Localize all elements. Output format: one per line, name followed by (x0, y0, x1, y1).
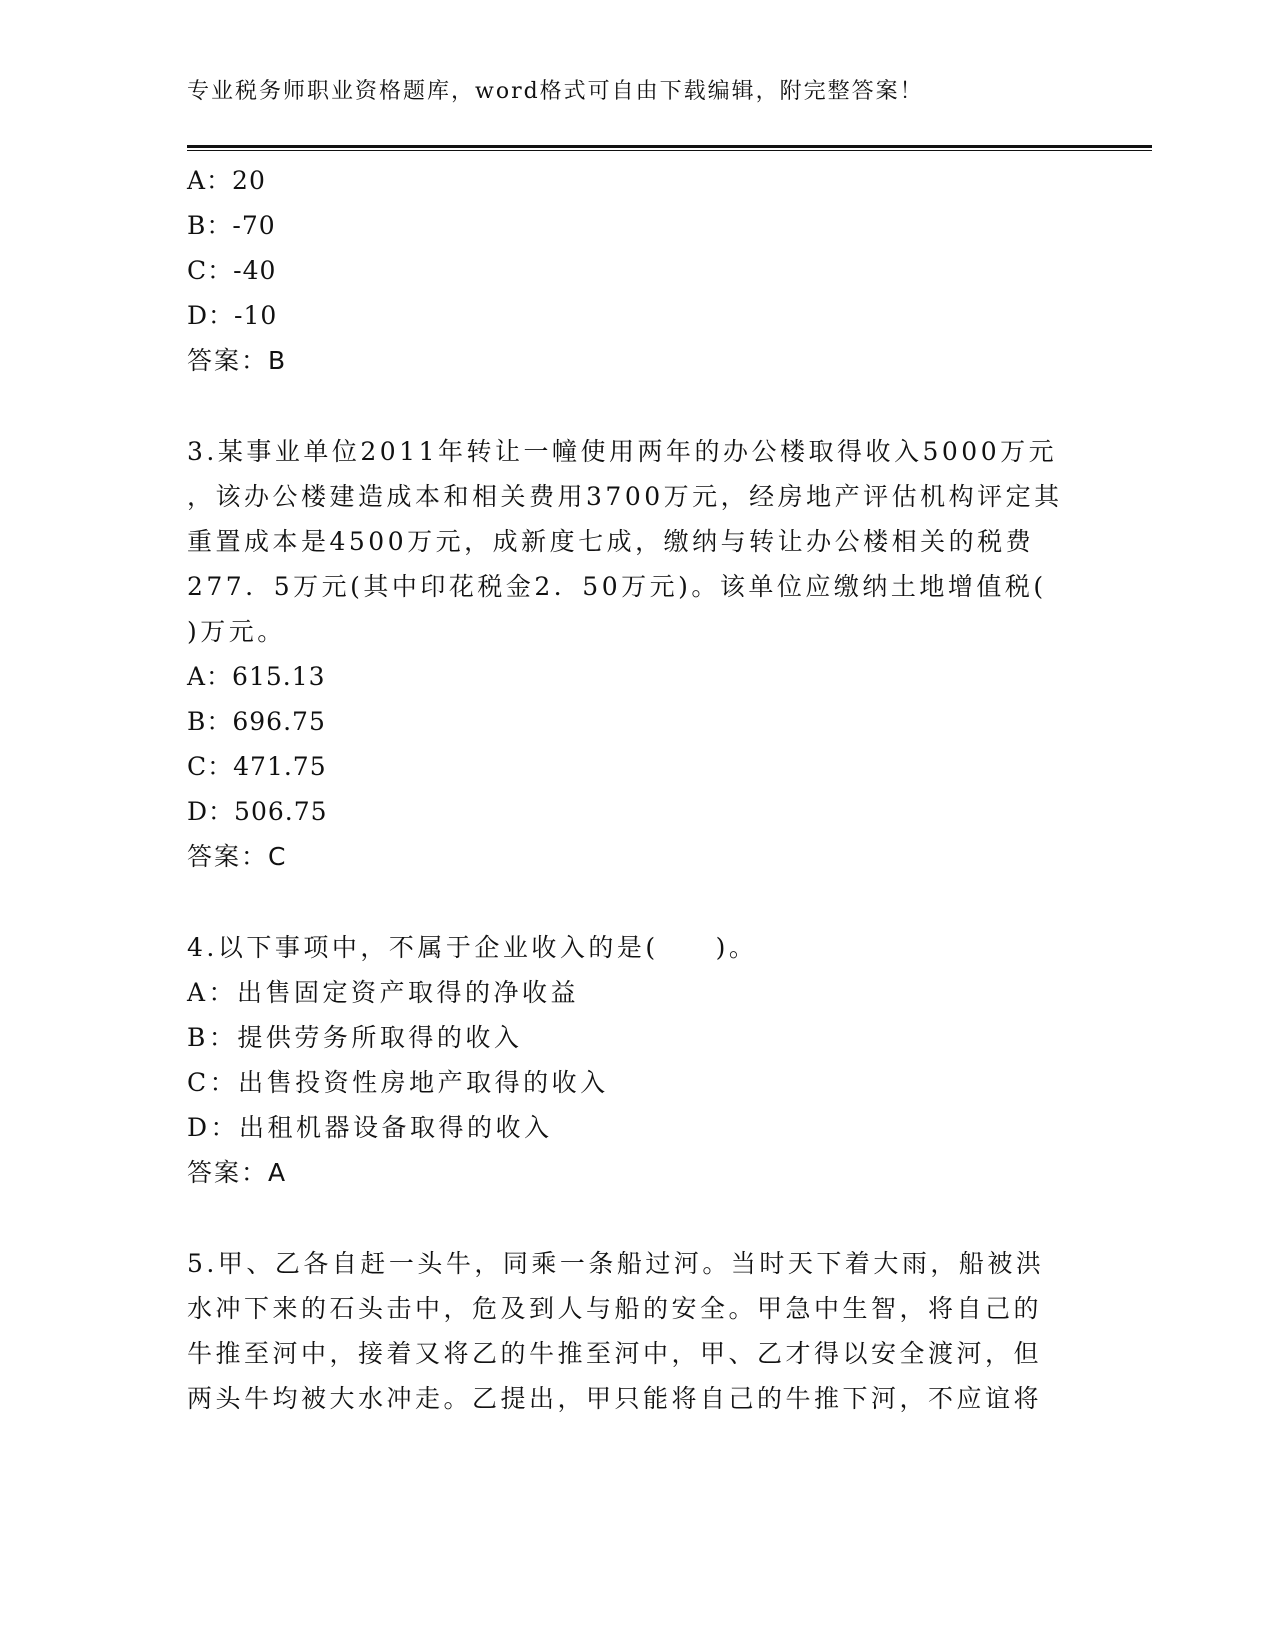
question-3-text-line: 277．5万元(其中印花税金2．50万元)。该单位应缴纳土地增值税( (187, 572, 1047, 601)
option-d: D：出租机器设备取得的收入 (187, 1113, 553, 1142)
question-5-text-line: 牛推至河中，接着又将乙的牛推至河中，甲、乙才得以安全渡河，但 (187, 1339, 1043, 1368)
answer-line: 答案：A (187, 1158, 288, 1187)
option-b: B：-70 (187, 211, 276, 240)
header-rule-thick (187, 145, 1152, 148)
page-header: 专业税务师职业资格题库，word格式可自由下载编辑，附完整答案！ (187, 79, 924, 104)
previous-question-block (187, 158, 1087, 383)
question-3-text-line: )万元。 (187, 617, 286, 646)
question-4-block (187, 925, 1087, 1195)
question-content (187, 158, 1087, 1421)
question-5-text-line: 5.甲、乙各自赶一头牛，同乘一条船过河。当时天下着大雨，船被洪 (187, 1249, 1045, 1278)
question-3-text-line: 重置成本是4500万元，成新度七成，缴纳与转让办公楼相关的税费 (187, 527, 1035, 556)
option-a: A：20 (187, 166, 266, 195)
option-b: B：696.75 (187, 707, 326, 736)
question-3-text-line: 3.某事业单位2011年转让一幢使用两年的办公楼取得收入5000万元 (187, 437, 1058, 466)
option-d: D：-10 (187, 301, 278, 330)
question-3-text-line: ，该办公楼建造成本和相关费用3700万元，经房地产评估机构评定其 (187, 482, 1063, 511)
option-a: A：出售固定资产取得的净收益 (187, 978, 580, 1007)
option-d: D：506.75 (187, 797, 328, 826)
option-c: C：出售投资性房地产取得的收入 (187, 1068, 609, 1097)
question-5-text-line: 两头牛均被大水冲走。乙提出，甲只能将自己的牛推下河，不应谊将 (187, 1384, 1043, 1413)
question-5-block (187, 1241, 1087, 1421)
spacer (187, 383, 1087, 429)
question-5-text-line: 水冲下来的石头击中，危及到人与船的安全。甲急中生智，将自己的 (187, 1294, 1043, 1323)
question-4-text-line: 4.以下事项中，不属于企业收入的是( )。 (187, 933, 758, 962)
option-c: C：-40 (187, 256, 277, 285)
answer-line: 答案：B (187, 346, 288, 375)
option-c: C：471.75 (187, 752, 327, 781)
spacer (187, 879, 1087, 925)
answer-line: 答案：C (187, 842, 288, 871)
option-a: A：615.13 (187, 662, 326, 691)
spacer (187, 1195, 1087, 1241)
option-b: B：提供劳务所取得的收入 (187, 1023, 523, 1052)
question-3-block (187, 429, 1087, 879)
header-rule-thin (187, 150, 1152, 151)
